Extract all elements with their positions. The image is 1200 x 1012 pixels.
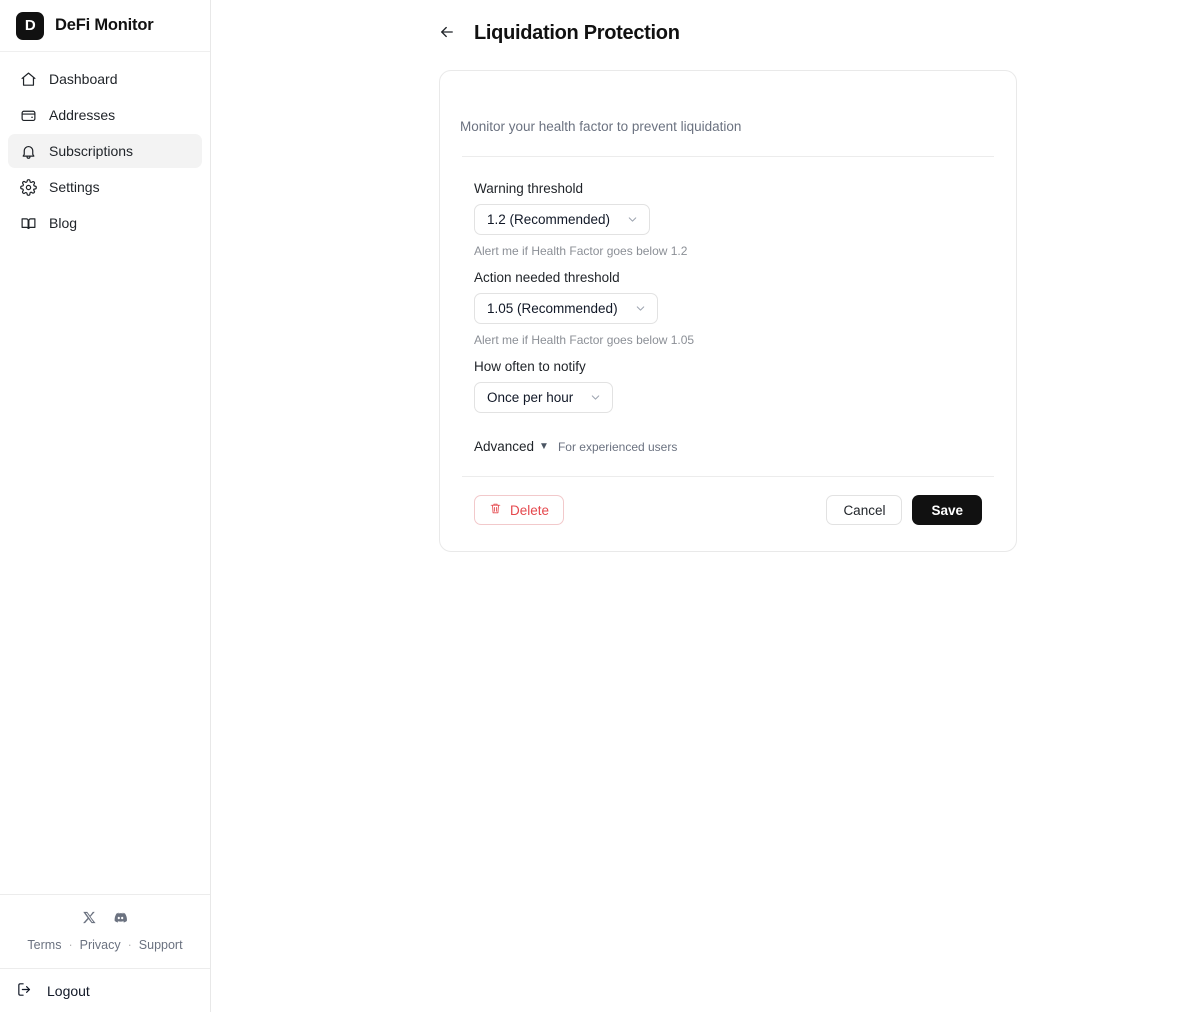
liquidation-protection-card [439, 70, 1017, 552]
notify-frequency-label: How often to notify [474, 359, 586, 374]
chevron-down-icon [626, 213, 639, 226]
logout-button[interactable] [0, 968, 210, 1012]
sidebar-item-addresses[interactable] [8, 98, 202, 132]
x-twitter-icon[interactable] [81, 909, 98, 926]
discord-icon[interactable] [112, 909, 129, 926]
book-icon [19, 214, 37, 232]
page-title: Liquidation Protection [474, 22, 680, 44]
sidebar-item-settings[interactable] [8, 170, 202, 204]
sidebar [0, 0, 211, 1012]
brand[interactable] [0, 0, 210, 52]
action-threshold-value: 1.05 (Recommended) [487, 301, 618, 316]
card-subtitle: Monitor your health factor to prevent liquidation [460, 119, 742, 134]
warning-threshold-label: Warning threshold [474, 181, 584, 196]
save-button[interactable]: Save [912, 495, 982, 525]
gear-icon [19, 178, 37, 196]
advanced-note: For experienced users [557, 439, 678, 454]
sidebar-item-label: Dashboard [49, 71, 118, 87]
settings-form [440, 157, 1016, 454]
sidebar-nav [0, 52, 210, 240]
caret-down-icon: ▼ [539, 441, 549, 452]
delete-label: Delete [510, 502, 550, 518]
bell-icon [19, 142, 37, 160]
trash-icon [489, 502, 502, 518]
notify-frequency-select[interactable] [474, 382, 613, 413]
chevron-down-icon [634, 302, 647, 315]
support-link[interactable]: Support [138, 938, 183, 952]
action-threshold-select[interactable] [474, 293, 658, 324]
main-content [211, 0, 1200, 1012]
sidebar-item-label: Blog [49, 215, 78, 231]
legal-separator: · [127, 938, 132, 952]
sidebar-item-label: Addresses [49, 107, 116, 123]
brand-name: DeFi Monitor [55, 16, 154, 34]
privacy-link[interactable]: Privacy [79, 938, 121, 952]
right-actions [826, 495, 982, 525]
cancel-button[interactable]: Cancel [826, 495, 902, 525]
sidebar-item-subscriptions[interactable] [8, 134, 202, 168]
legal-separator: · [68, 938, 73, 952]
sidebar-item-blog[interactable] [8, 206, 202, 240]
warning-threshold-value: 1.2 (Recommended) [487, 212, 611, 227]
warning-threshold-select[interactable] [474, 204, 650, 235]
action-threshold-label: Action needed threshold [474, 270, 620, 285]
sidebar-item-dashboard[interactable] [8, 62, 202, 96]
terms-link[interactable]: Terms [27, 938, 62, 952]
action-threshold-hint: Alert me if Health Factor goes below 1.05 [474, 333, 695, 347]
sidebar-footer [0, 894, 210, 1012]
logout-icon [16, 981, 33, 1001]
delete-button[interactable] [474, 495, 564, 525]
sidebar-item-label: Settings [49, 179, 100, 195]
arrow-left-icon [438, 23, 456, 44]
brand-logo-icon: D [16, 12, 44, 40]
advanced-toggle[interactable] [474, 439, 549, 454]
chevron-down-icon [589, 391, 602, 404]
wallet-icon [19, 106, 37, 124]
legal-links [0, 938, 210, 968]
page-header [211, 0, 1200, 45]
social-links [0, 909, 210, 926]
card-actions [440, 477, 1016, 525]
warning-threshold-hint: Alert me if Health Factor goes below 1.2 [474, 244, 688, 258]
sidebar-item-label: Subscriptions [49, 143, 134, 159]
home-icon [19, 70, 37, 88]
advanced-label: Advanced [474, 439, 535, 454]
advanced-row [474, 439, 982, 454]
logout-label: Logout [47, 982, 90, 999]
sidebar-spacer [0, 240, 210, 894]
back-button[interactable] [437, 24, 457, 44]
notify-frequency-value: Once per hour [487, 390, 574, 405]
